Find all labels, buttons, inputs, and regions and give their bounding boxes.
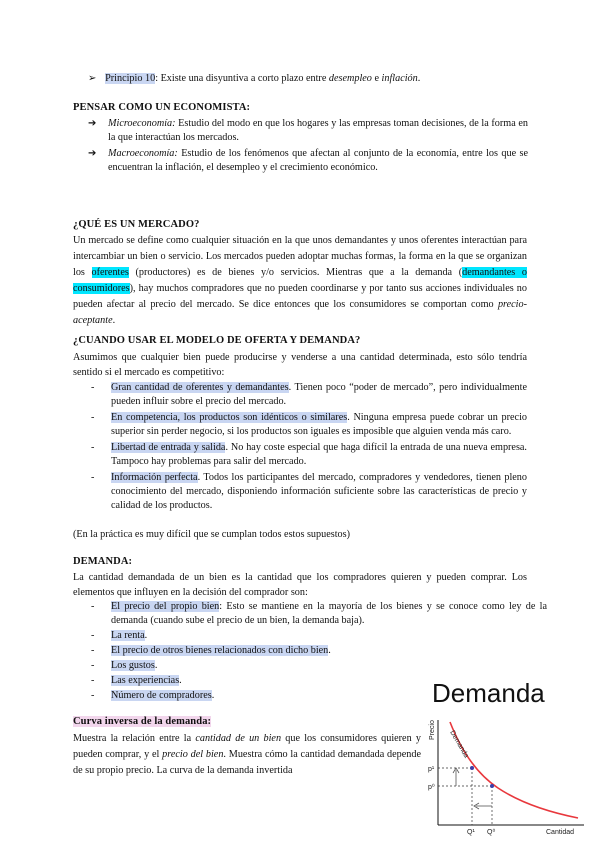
- italic-precio-aceptante: precio-aceptante: [73, 299, 527, 326]
- highlight-item: Las experiencias: [111, 675, 180, 686]
- list-item: [91, 674, 391, 688]
- item-text: .: [211, 690, 215, 701]
- list-item: [91, 659, 391, 673]
- arrow-right-icon: ➔: [88, 118, 97, 129]
- mercado-text-3: ), hay muchos compradores que no pueden coordinarse y por tanto sus acciones individuales no pueden afectar al precio del mercado. Se dice entonces que los consumidores se comportan como: [73, 283, 527, 310]
- list-item: [91, 600, 547, 628]
- label-p1: p¹: [428, 766, 435, 773]
- dash-marker: -: [91, 660, 95, 671]
- curva-text-1: Muestra la relación entre la: [73, 733, 196, 744]
- highlight-item: Gran cantidad de oferentes y demandantes: [111, 382, 289, 393]
- list-item: [91, 644, 391, 658]
- dash-marker: -: [91, 601, 95, 612]
- item-text: .: [328, 645, 331, 656]
- highlight-oferentes: oferentes: [91, 267, 129, 278]
- highlight-item: En competencia, los productos son idénticos o similares: [111, 412, 348, 423]
- arrow-right-icon: ➔: [88, 148, 97, 159]
- dash-marker: -: [91, 472, 95, 483]
- term-microeconomia: Microeconomía:: [108, 118, 176, 129]
- highlight-item: El precio de otros bienes relacionados con dicho bien: [111, 645, 329, 656]
- demand-graph: [428, 678, 590, 843]
- principle-italic-inflation: inflación: [381, 73, 418, 84]
- heading-curva-inversa: [73, 716, 211, 727]
- heading-oferta-demanda: ¿CUANDO USAR EL MODELO DE OFERTA Y DEMANDA?: [73, 335, 361, 346]
- list-item: [91, 629, 391, 643]
- curva-heading-text: Curva inversa de la demanda:: [73, 716, 212, 727]
- highlight-item: Número de compradores: [111, 690, 212, 701]
- item-text: .: [154, 660, 158, 671]
- item-text: .: [179, 675, 182, 686]
- list-item: [88, 147, 528, 175]
- definition-text: Estudio de los fenómenos que afectan al conjunto de la economía, entre los que se encuentran la inflación, el desempleo y el crecimiento económico.: [108, 148, 528, 173]
- heading-mercado: ¿QUÉ ES UN MERCADO?: [73, 219, 200, 230]
- list-item: [91, 471, 527, 513]
- label-q1: Q¹: [467, 829, 475, 836]
- principle-text: : Existe una disyuntiva a corto plazo entre: [155, 73, 329, 84]
- dash-marker: -: [91, 675, 95, 686]
- label-p0: p⁰: [428, 784, 435, 791]
- arrowhead-bullet-icon: ➢: [88, 73, 97, 84]
- curva-text-2: que los consumidores quieren y pueden comprar, y el: [73, 733, 421, 760]
- heading-economista: PENSAR COMO UN ECONOMISTA:: [73, 102, 251, 113]
- point-p0-q0: [490, 784, 494, 788]
- principle-connector: e: [371, 73, 382, 84]
- curva-italic-2: precio del bien: [162, 749, 224, 760]
- y-axis-label: Precio: [429, 720, 436, 740]
- highlight-item: Información perfecta: [111, 472, 198, 483]
- highlight-item: Los gustos: [111, 660, 155, 671]
- dash-marker: -: [91, 630, 95, 641]
- dash-marker: -: [91, 382, 95, 393]
- definition-text: Estudio del modo en que los hogares y las empresas toman decisiones, de la forma en la que interactúan los mercados.: [108, 118, 528, 143]
- dash-marker: -: [91, 645, 95, 656]
- dash-marker: -: [91, 412, 95, 423]
- curva-italic-1: cantidad de un bien: [195, 733, 282, 744]
- mercado-text-1: Un mercado se define como cualquier situación en la que unos demandantes y unos oferentes interactúan para intercambiar un bien o servicio. Los mercados pueden adoptar muchas formas, la forma en la que se organizan los: [73, 235, 527, 278]
- highlight-item: El precio del propio bien: [111, 601, 220, 612]
- principle-label: Principio 10: [105, 73, 156, 84]
- item-text: . Todos los participantes del mercado, compradores y vendedores, tienen pleno conocimiento del mercado, disponiendo información suficiente sobre las características de precio y calidad de los productos.: [111, 472, 527, 511]
- list-item: [91, 381, 527, 409]
- list-item: [91, 411, 527, 439]
- principle-line: [88, 72, 420, 85]
- mercado-text-4: .: [112, 315, 116, 326]
- list-item: [91, 689, 391, 703]
- item-text: . Tienen poco “poder de mercado”, pero individualmente pueden influir sobre el precio del mercado.: [111, 382, 527, 407]
- oferta-list: [91, 381, 527, 515]
- term-macroeconomia: Macroeconomía:: [108, 148, 178, 159]
- item-text: : Esto se mantiene en la mayoría de los bienes y se conoce como ley de la demanda (cuando sube el precio de un bien, la demanda baja).: [111, 601, 547, 626]
- principle-italic-unemployment: desempleo: [328, 73, 372, 84]
- point-p1-q1: [470, 766, 474, 770]
- mercado-paragraph: [73, 233, 527, 329]
- list-item: [91, 441, 527, 469]
- economista-list: [88, 117, 528, 175]
- dash-marker: -: [91, 442, 95, 453]
- dash-marker: -: [91, 690, 95, 701]
- curve-label: Demanda: [448, 729, 470, 760]
- principle-end: .: [417, 73, 421, 84]
- item-text: . Ninguna empresa puede cobrar un precio superior sin perder negocio, si los productos son iguales es imposible que alguien venda más caro.: [111, 412, 527, 437]
- mercado-text-2: (productores) es de bienes y/o servicios. Mientras que a la demanda (: [128, 267, 463, 278]
- demanda-intro: La cantidad demandada de un bien es la cantidad que los compradores quieren y pueden comprar. Los elementos que influyen en la decisión del comprador son:: [73, 572, 527, 598]
- figure-title: Demanda: [432, 678, 545, 708]
- list-item: [88, 117, 528, 145]
- heading-demanda: DEMANDA:: [73, 556, 133, 567]
- item-text: .: [144, 630, 148, 641]
- curva-text-3: . Muestra cómo la cantidad demandada depende de su propio precio. La curva de la demanda invertida: [73, 749, 421, 776]
- highlight-item: La renta: [111, 630, 145, 641]
- curva-paragraph: [73, 731, 421, 779]
- highlight-item: Libertad de entrada y salida: [111, 442, 226, 453]
- demand-curve: [450, 722, 578, 818]
- x-axis-label: Cantidad: [546, 829, 575, 836]
- label-q0: Q⁰: [487, 829, 496, 836]
- item-text: . No hay coste especial que haga difícil la entrada de una nueva empresa. Tampoco hay problemas para salir del mercado.: [111, 442, 527, 467]
- highlight-demandantes: demandantes o consumidores: [73, 267, 527, 294]
- oferta-intro: Asumimos que cualquier bien puede producirse y venderse a una cantidad determinada, esto sólo tendría sentido si el mercado es competitivo:: [73, 352, 527, 378]
- demand-figure: [428, 678, 590, 843]
- oferta-note: (En la práctica es muy difícil que se cumplan todos estos supuestos): [73, 529, 350, 540]
- demanda-list: [91, 600, 547, 704]
